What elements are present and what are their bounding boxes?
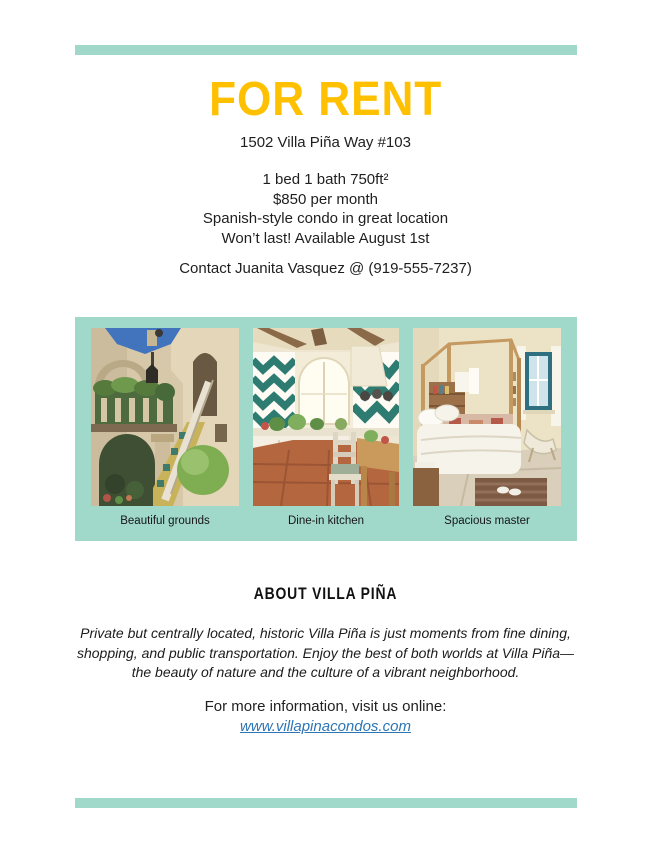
cta-text: For more information, visit us online: xyxy=(204,698,447,715)
photo-caption: Dine-in kitchen xyxy=(287,515,365,527)
top-accent-bar xyxy=(75,45,577,55)
flyer-title: FOR RENT xyxy=(208,73,443,126)
gallery-item-bedroom xyxy=(413,328,561,541)
website-link[interactable]: www.villapinacondos.com xyxy=(240,718,411,735)
gallery-item-grounds xyxy=(91,328,239,541)
contact-line: Contact Juanita Vasquez @ (919-555-7237) xyxy=(179,260,472,277)
detail-rent: $850 per month xyxy=(272,190,379,208)
about-line: Private but centrally located, historic Villa Piña is just moments from fine dining, xyxy=(80,625,571,641)
gallery-item-kitchen xyxy=(253,328,399,541)
photo-caption: Spacious master xyxy=(444,515,530,527)
property-address: 1502 Villa Piña Way #103 xyxy=(240,134,411,151)
photo-courtyard xyxy=(91,328,239,506)
detail-beds-baths: 1 bed 1 bath 750ft² xyxy=(262,171,389,188)
photo-kitchen xyxy=(253,328,399,506)
website-link-row xyxy=(0,718,651,735)
about-heading: ABOUT VILLA PIÑA xyxy=(253,584,398,603)
detail-style: Spanish-style condo in great location xyxy=(202,210,449,227)
photo-gallery-band xyxy=(75,317,577,541)
detail-availability: Won’t last! Available August 1st xyxy=(221,229,430,247)
about-line: the beauty of nature and the culture of a vibrant neighborhood. xyxy=(131,664,520,680)
photo-caption: Beautiful grounds xyxy=(120,515,210,527)
about-line: shopping, and public transportation. Enjoy the best of both worlds at Villa Piña— xyxy=(76,644,575,661)
bottom-accent-bar xyxy=(75,798,577,808)
property-details xyxy=(0,170,651,248)
photo-bedroom xyxy=(413,328,561,506)
about-paragraph xyxy=(0,624,651,683)
